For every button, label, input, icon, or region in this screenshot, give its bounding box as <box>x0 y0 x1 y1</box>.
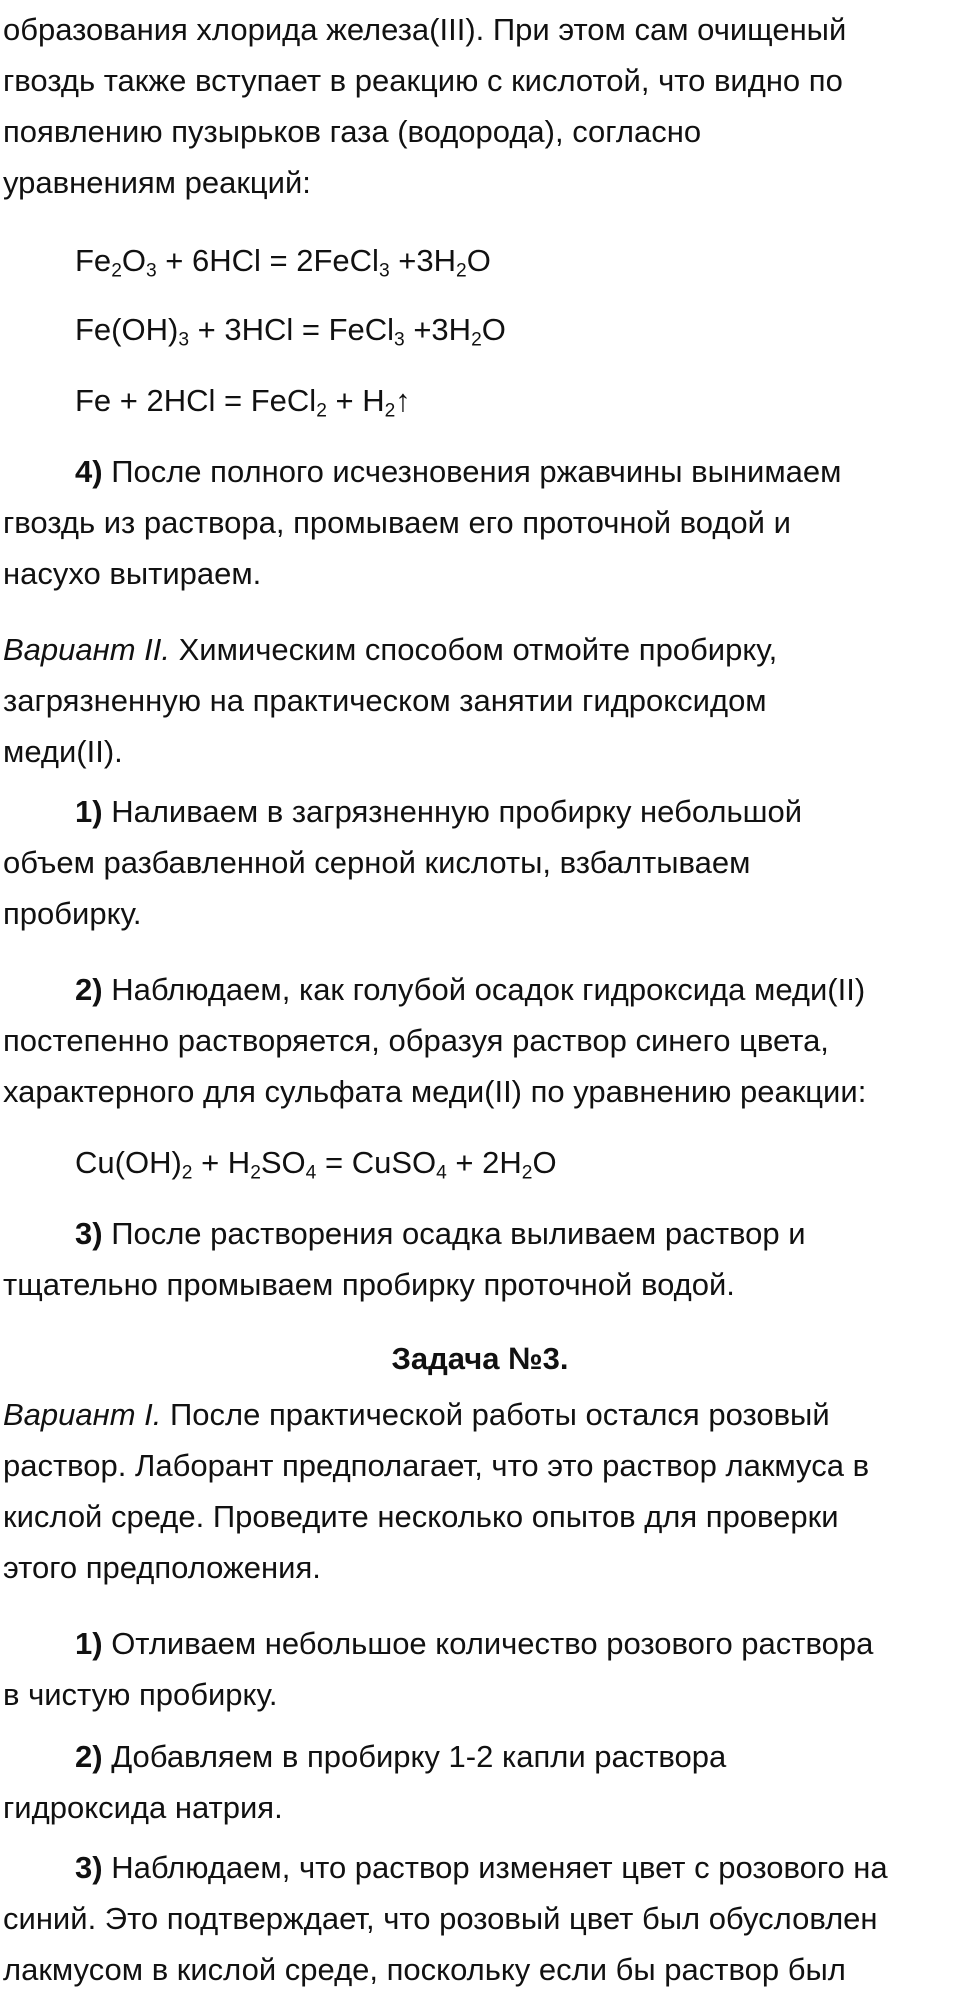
text-line: синий. Это подтверждает, что розовый цвет был обусловлен <box>3 1901 878 1936</box>
variant2-step3 <box>3 1208 958 1310</box>
text-line: постепенно растворяется, образуя раствор синего цвета, <box>3 1023 829 1058</box>
step-number: 1) <box>75 794 103 829</box>
text-line: насухо вытираем. <box>3 556 262 591</box>
task3-step2 <box>3 1731 958 1833</box>
text-line: образования хлорида железа(III). При этом сам очищеный <box>3 12 847 47</box>
text-line: Наблюдаем, что раствор изменяет цвет с розового на <box>102 1850 888 1885</box>
text-line: лакмусом в кислой среде, поскольку если бы раствор был <box>3 1952 846 1987</box>
text-line: появлению пузырьков газа (водорода), согласно <box>3 114 702 149</box>
text-line: гвоздь из раствора, промываем его проточной водой и <box>3 505 791 540</box>
equation-fe-oh-3: $Fe(OH)_3 + 3HCl$ = FeCl$_3$ $+3H_2O$ <box>75 312 506 351</box>
step-number: 2) <box>75 972 103 1007</box>
text-line: меди(II). <box>3 734 123 769</box>
variant2-step1 <box>3 786 958 939</box>
text-line: Наливаем в загрязненную пробирку небольшой <box>102 794 803 829</box>
text-line: Добавляем в пробирку 1-2 капли раствора <box>102 1739 727 1774</box>
text-line: тщательно промываем пробирку проточной водой. <box>3 1267 735 1302</box>
text-line: гвоздь также вступает в реакцию с кислотой, что видно по <box>3 63 843 98</box>
text-line: раствор. Лаборант предполагает, что это раствор лакмуса в <box>3 1448 870 1483</box>
text-line: После практической работы остался розовый <box>161 1397 830 1432</box>
step-number: 1) <box>75 1626 103 1661</box>
task-title: Задача №3. <box>391 1341 569 1376</box>
task3-step3 <box>3 1842 958 1995</box>
step-number: 2) <box>75 1739 103 1774</box>
text-line: кислой среде. Проведите несколько опытов для проверки <box>3 1499 839 1534</box>
text-line: Химическим способом отмойте пробирку, <box>169 632 778 667</box>
text-line: пробирку. <box>3 896 142 931</box>
text-line: характерного для сульфата меди(II) по уравнению реакции: <box>3 1074 867 1109</box>
text-line: гидроксида натрия. <box>3 1790 283 1825</box>
variant2-paragraph <box>3 624 958 777</box>
step-number: 3) <box>75 1216 103 1251</box>
gas-arrow-icon: ↑ <box>395 383 411 418</box>
text-line: уравнениям реакций: <box>3 165 311 200</box>
text-line: этого предположения. <box>3 1550 321 1585</box>
text-line: После растворения осадка выливаем раствор и <box>102 1216 806 1251</box>
step-number: 4) <box>75 454 103 489</box>
variant-label: Вариант II. <box>3 632 170 667</box>
task3-step1 <box>3 1618 958 1720</box>
text-line: загрязненную на практическом занятии гидроксидом <box>3 683 767 718</box>
equation-fe2o3: $Fe_2O_3 + 6HCl$ = 2FeCl$_3$ $+3H_2O$ <box>75 243 491 282</box>
step-number: 3) <box>75 1850 103 1885</box>
task3-variant1-paragraph <box>3 1389 958 1593</box>
equation-cu-oh-2: $Cu(OH)_2 + H_2SO_4$ = CuSO$_4$ + $2H_2O$ <box>75 1145 557 1184</box>
variant-label: Вариант I. <box>3 1397 162 1432</box>
text-line: в чистую пробирку. <box>3 1677 278 1712</box>
variant1-step4 <box>3 446 958 599</box>
text-line: Отливаем небольшое количество розового раствора <box>102 1626 874 1661</box>
variant2-step2 <box>3 964 958 1117</box>
text-line: Наблюдаем, как голубой осадок гидроксида меди(II) <box>102 972 866 1007</box>
equation-fe-hcl: Fe + 2HCl = FeCl$_2$ + $H_2↑$ <box>75 383 411 422</box>
text-line: После полного исчезновения ржавчины вынимаем <box>102 454 842 489</box>
intro-paragraph <box>3 4 958 208</box>
text-line: объем разбавленной серной кислоты, взбалтываем <box>3 845 751 880</box>
